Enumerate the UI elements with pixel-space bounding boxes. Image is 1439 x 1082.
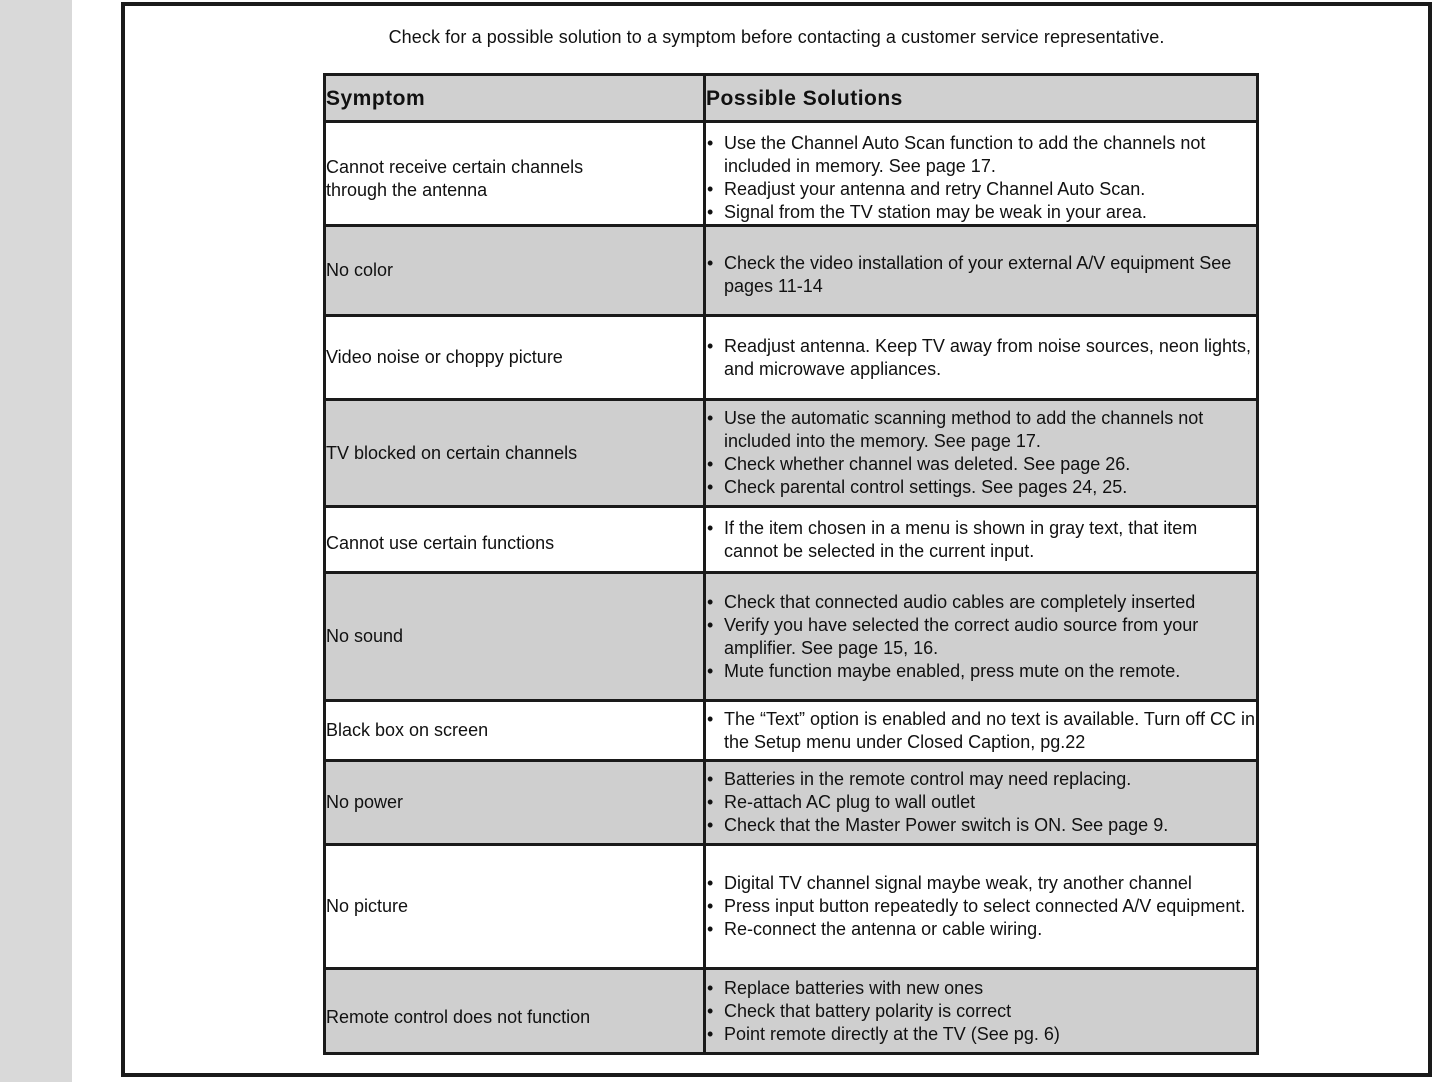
symptom-header: Symptom <box>325 75 705 122</box>
left-margin-strip <box>0 0 72 1082</box>
table-row <box>325 701 1258 761</box>
solution-item: • Check that the Master Power switch is ON. See page 9. <box>706 814 1256 837</box>
symptom-cell: TV blocked on certain channels <box>325 400 705 507</box>
solution-item: • Re-attach AC plug to wall outlet <box>706 791 1256 814</box>
solutions-cell <box>705 845 1258 969</box>
solutions-header: Possible Solutions <box>705 75 1258 122</box>
symptom-line: Cannot receive certain channels <box>326 157 584 177</box>
solution-item: • Readjust antenna. Keep TV away from noise sources, neon lights, and microwave appliances. <box>706 335 1256 381</box>
troubleshooting-table <box>323 73 1259 1055</box>
solution-item: • Use the Channel Auto Scan function to add the channels not included in memory. See page 17. <box>706 132 1256 178</box>
solutions-cell <box>705 573 1258 701</box>
symptom-cell: Video noise or choppy picture <box>325 316 705 400</box>
solution-item: • Verify you have selected the correct audio source from your amplifier. See page 15, 16. <box>706 614 1256 660</box>
solutions-cell <box>705 122 1258 226</box>
symptom-cell: Remote control does not function <box>325 969 705 1054</box>
symptom-cell: No color <box>325 226 705 316</box>
solution-item: • Batteries in the remote control may need replacing. <box>706 768 1256 791</box>
table-header-row <box>325 75 1258 122</box>
solutions-cell <box>705 507 1258 573</box>
solutions-cell <box>705 226 1258 316</box>
table-row <box>325 316 1258 400</box>
solutions-cell <box>705 761 1258 845</box>
solution-item: • Digital TV channel signal maybe weak, try another channel <box>706 872 1256 895</box>
solution-item: • Mute function maybe enabled, press mute on the remote. <box>706 660 1256 683</box>
solution-item: • Check that connected audio cables are completely inserted <box>706 591 1256 614</box>
solutions-cell <box>705 400 1258 507</box>
symptom-cell: No power <box>325 761 705 845</box>
table-row <box>325 573 1258 701</box>
solution-item: • Replace batteries with new ones <box>706 977 1256 1000</box>
symptom-cell: No picture <box>325 845 705 969</box>
solution-item: • Re-connect the antenna or cable wiring. <box>706 918 1256 941</box>
solutions-cell <box>705 316 1258 400</box>
solution-item: • Check whether channel was deleted. See page 26. <box>706 453 1256 476</box>
table-row <box>325 400 1258 507</box>
solution-item: • The “Text” option is enabled and no text is available. Turn off CC in the Setup menu under Closed Caption, pg.22 <box>706 708 1256 754</box>
solution-item: • Signal from the TV station may be weak in your area. <box>706 201 1256 224</box>
table-row <box>325 226 1258 316</box>
symptom-cell: Black box on screen <box>325 701 705 761</box>
solution-item: • Readjust your antenna and retry Channel Auto Scan. <box>706 178 1256 201</box>
solution-item: • Check parental control settings. See pages 24, 25. <box>706 476 1256 499</box>
solution-item: • Press input button repeatedly to select connected A/V equipment. <box>706 895 1256 918</box>
solution-item: • Check that battery polarity is correct <box>706 1000 1256 1023</box>
intro-text: Check for a possible solution to a symptom before contacting a customer service representative. <box>388 27 1165 47</box>
symptom-line: through the antenna <box>326 180 488 200</box>
table-row <box>325 969 1258 1054</box>
table-row <box>325 507 1258 573</box>
table-row <box>325 845 1258 969</box>
solutions-cell <box>705 969 1258 1054</box>
symptom-cell <box>325 122 705 226</box>
solution-item: • If the item chosen in a menu is shown in gray text, that item cannot be selected in the current input. <box>706 517 1256 563</box>
solution-item: • Use the automatic scanning method to add the channels not included into the memory. See page 17. <box>706 407 1256 453</box>
table-row <box>325 761 1258 845</box>
symptom-cell: Cannot use certain functions <box>325 507 705 573</box>
solution-item: • Check the video installation of your external A/V equipment See pages 11-14 <box>706 252 1236 298</box>
table-row <box>325 122 1258 226</box>
solutions-cell <box>705 701 1258 761</box>
symptom-cell: No sound <box>325 573 705 701</box>
solution-item: • Point remote directly at the TV (See pg. 6) <box>706 1023 1256 1046</box>
